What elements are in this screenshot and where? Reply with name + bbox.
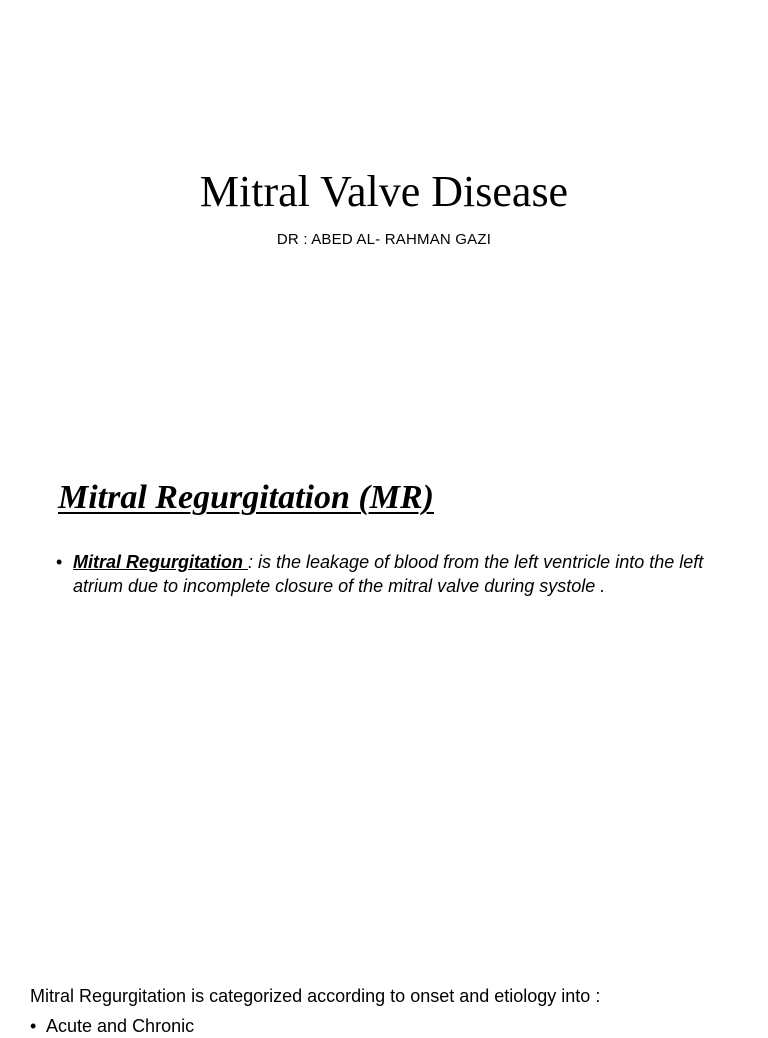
bullet-item	[56, 550, 706, 598]
bullet-marker: •	[56, 552, 63, 572]
sub-bullet-item	[30, 1014, 750, 1038]
deck-title: Mitral Valve Disease	[199, 167, 569, 216]
slide-categories	[0, 864, 768, 1036]
slide-title	[0, 0, 768, 432]
section-heading: Mitral Regurgitation (MR)	[58, 479, 434, 516]
body-text: Mitral Regurgitation is categorized according to onset and etiology into :	[30, 986, 601, 1006]
bullet-text	[56, 550, 706, 598]
sub-bullet-text: Acute and Chronic	[46, 1016, 195, 1036]
bullet-definition: : is the leakage of blood from the left ventricle into the left atrium due to incomplete closure of the mitral valve during systole .	[73, 552, 704, 596]
deck-subtitle: DR : ABED AL- RAHMAN GAZI	[276, 231, 492, 248]
sub-bullet-marker: •	[30, 1016, 37, 1036]
slide-mitral-regurgitation	[0, 432, 768, 864]
bullet-term: Mitral Regurgitation	[73, 552, 248, 572]
